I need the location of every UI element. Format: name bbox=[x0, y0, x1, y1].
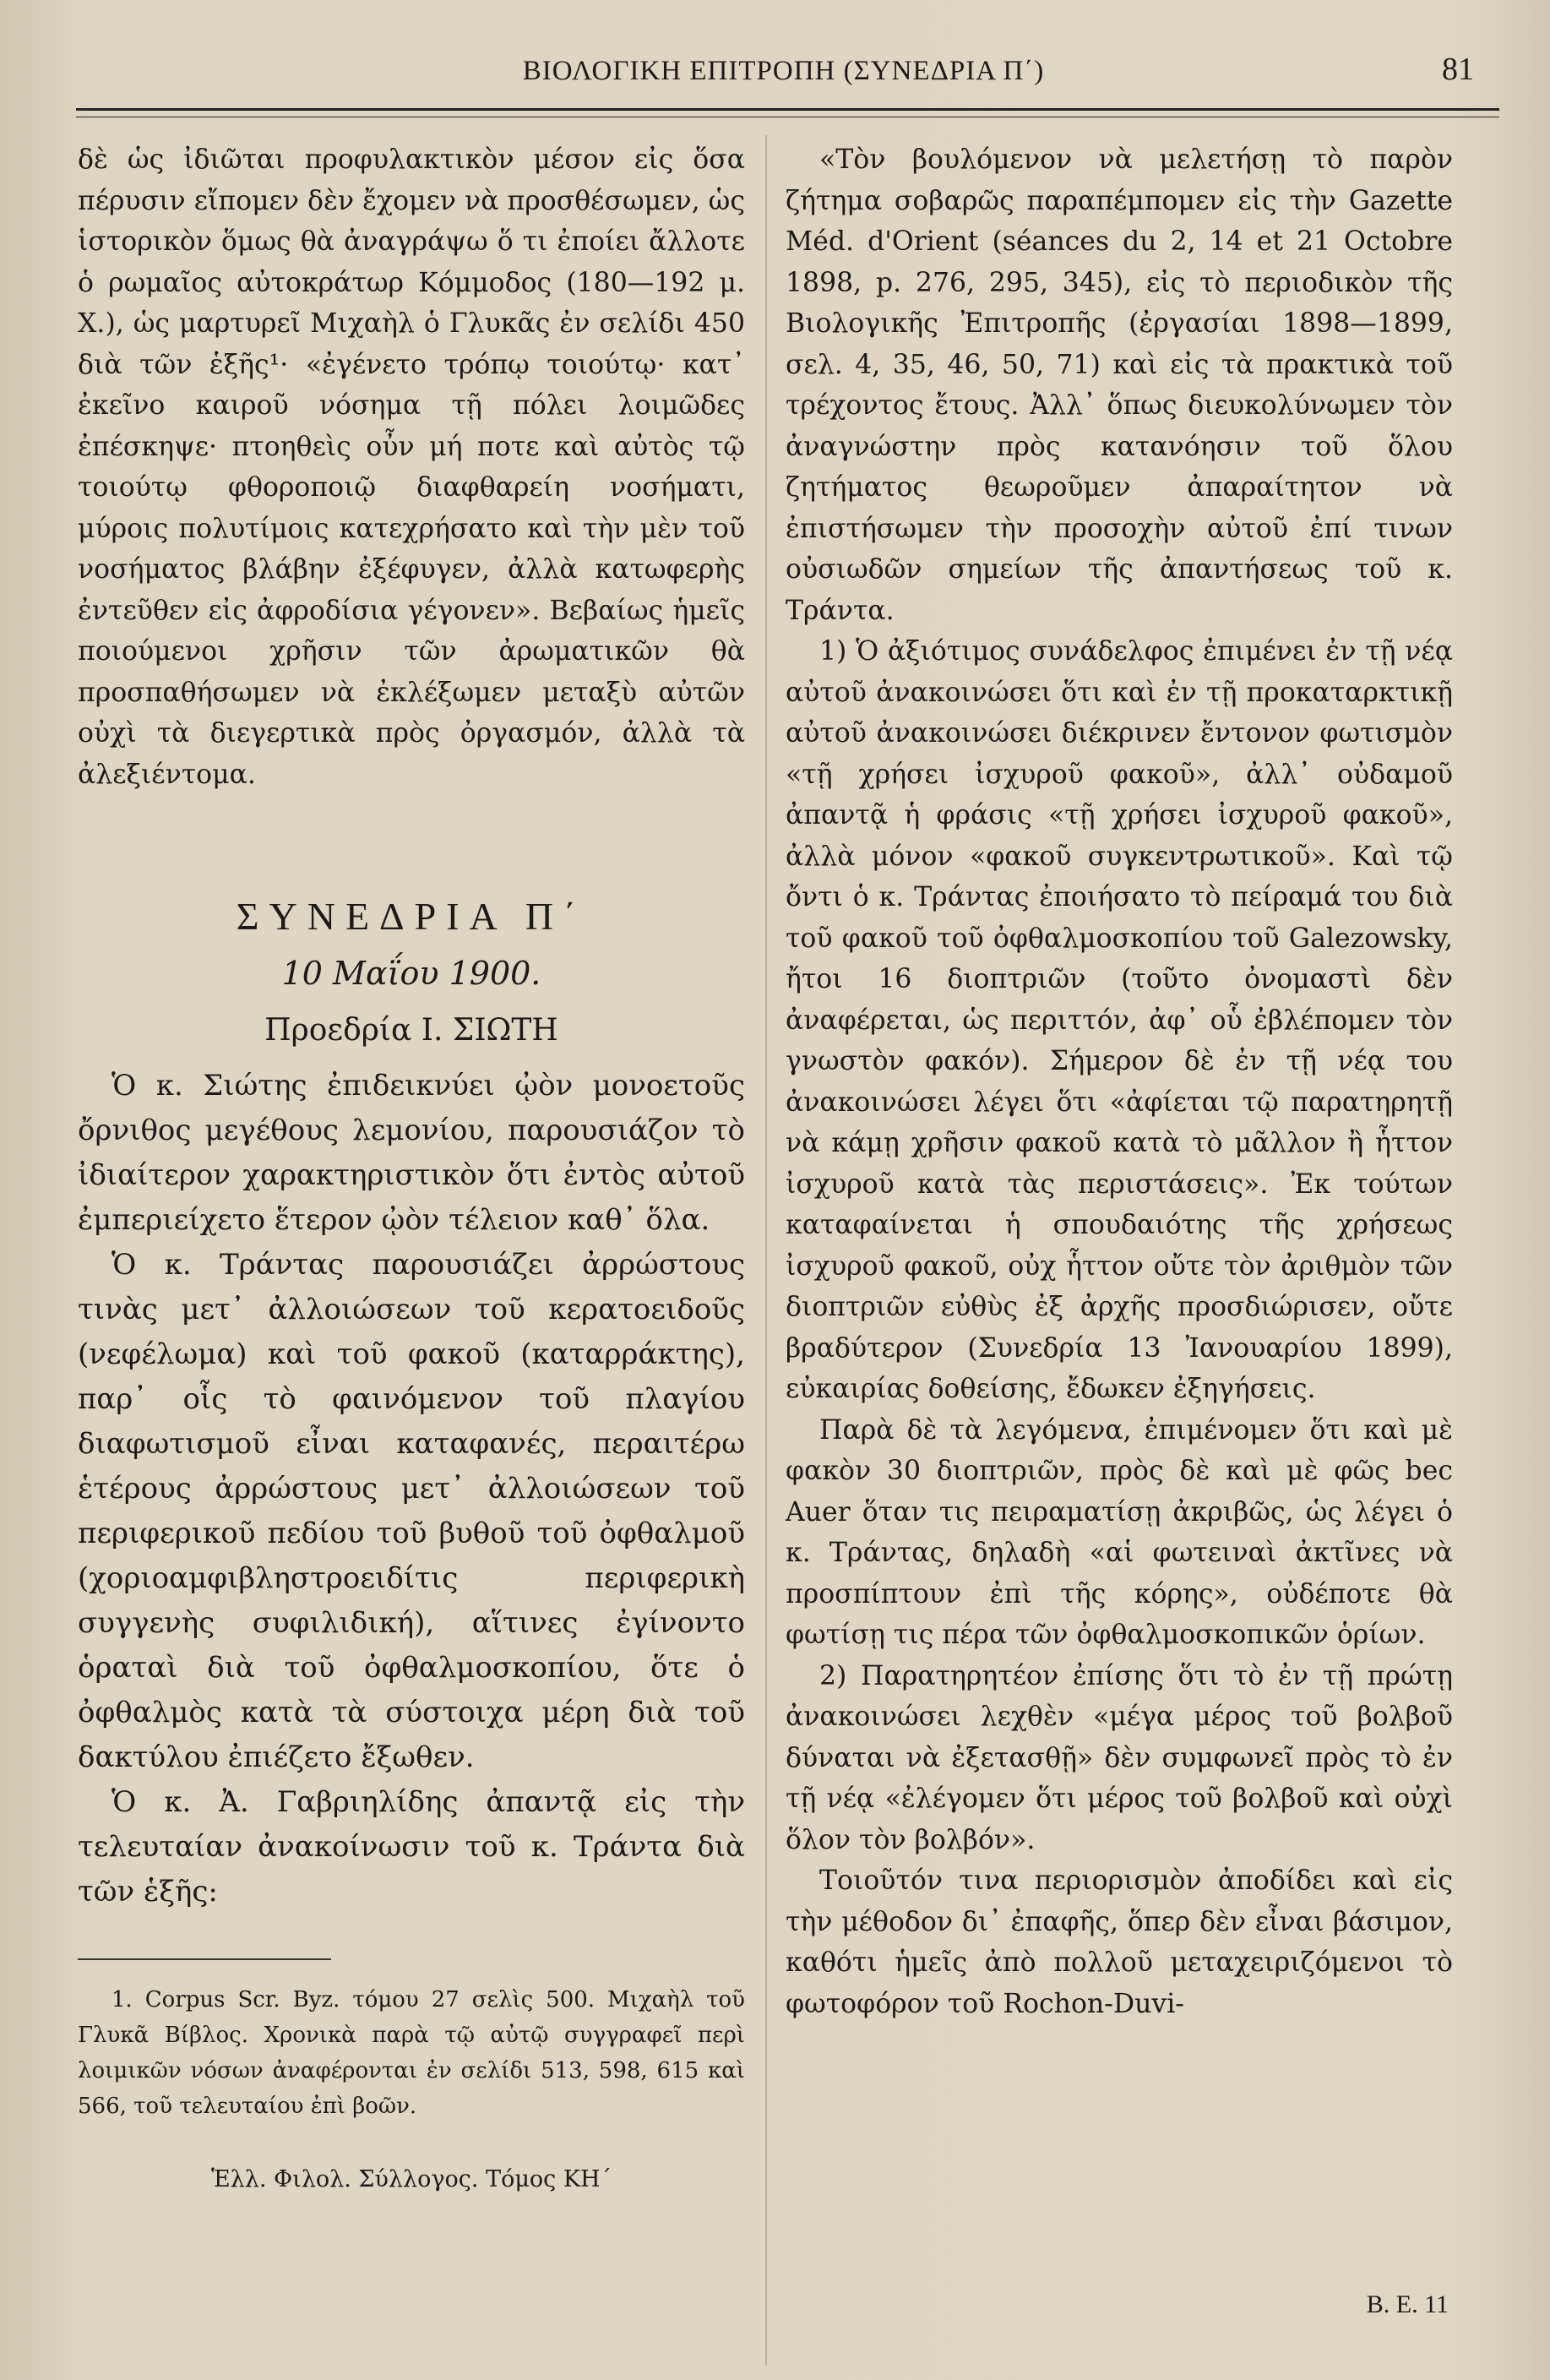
column-divider bbox=[765, 135, 767, 2366]
page-header bbox=[76, 51, 1491, 110]
paragraph-siotis: Ὁ κ. Σιώτης ἐπιδεικνύει ᾠὸν μονοετοῦς ὄρνιθος μεγέθους λεμονίου, παρουσιάζον τὸ ἰδιαίτερον χαρακτηριστικὸν ὅτι ἐντὸς αὐτοῦ ἐμπεριείχετο ἕτερον ᾠὸν τέλειον καθ᾿ ὅλα. bbox=[78, 1068, 745, 1237]
footnote-rule bbox=[78, 1958, 331, 1960]
running-title: ΒΙΟΛΟΓΙΚΗ ΕΠΙΤΡΟΠΗ (ΣΥΝΕΔΡΙΑ Π΄) bbox=[522, 56, 1045, 86]
paragraph-gavriilidis: Ὁ κ. Ἀ. Γαβριηλίδης ἀπαντᾷ εἰς τὴν τελευταίαν ἀνακοίνωσιν τοῦ κ. Τράντα διὰ τῶν ἑξῆς: bbox=[78, 1784, 745, 1909]
footnote: 1. Corpus Scr. Byz. τόμου 27 σελὶς 500. Μιχαὴλ τοῦ Γλυκᾶ Βίβλος. Χρονικὰ παρὰ τῷ αὐτῷ συγγραφεῖ περὶ λοιμικῶν νόσων ἀναφέρονται ἐν σελίδι 513, 598, 615 καὶ 566, τοῦ τελευταίου ἐπὶ βοῶν. bbox=[78, 1986, 745, 2119]
paragraph-point-1: 1) Ὁ ἀξιότιμος συνάδελφος ἐπιμένει ἐν τῇ νέᾳ αὐτοῦ ἀνακοινώσει ὅτι καὶ ἐν τῇ προκαταρκτικῇ αὐτοῦ ἀνακοινώσει διέκρινεν ἔντονον φωτισμὸν «τῇ χρήσει ἰσχυροῦ φακοῦ», ἀλλ᾿ οὐδαμοῦ ἀπαντᾷ ἡ φράσις «τῇ χρήσει ἰσχυροῦ φακοῦ», ἀλλὰ μόνον «φακοῦ συγκεντρωτικοῦ». Καὶ τῷ ὄντι ὁ κ. Τράντας ἐποιήσατο τὸ πείραμά του διὰ τοῦ φακοῦ τοῦ ὀφθαλμοσκοπίου τοῦ Galezowsky, ἤτοι 16 διοπτριῶν (τοῦτο ὀνομαστὶ δὲν ἀναφέρεται, ὡς περιττόν, ἀφ᾿ οὗ ἐβλέπομεν τὸν γνωστὸν φακόν). Σήμερον δὲ ἐν τῇ νέᾳ του ἀνακοινώσει λέγει ὅτι «ἀφίεται τῷ παρατηρητῇ νὰ κάμῃ χρῆσιν φακοῦ κατὰ τὸ μᾶλλον ἢ ἧττον ἰσχυροῦ κατὰ τὰς περιστάσεις». Ἐκ τούτων καταφαίνεται ἡ σπουδαιότης τῆς χρήσεως ἰσχυροῦ φακοῦ, οὐχ ἧττον οὔτε τὸν ἀριθμὸν τῶν διοπτριῶν εὐθὺς ἐξ ἀρχῆς προσδιώρισεν, οὔτε βραδύτερον (Συνεδρία 13 Ἰανουαρίου 1899), εὐκαιρίας δοθείσης, ἔδωκεν ἐξηγήσεις. bbox=[786, 636, 1453, 1404]
volume-signature: Ἑλλ. Φιλολ. Σύλλογος. Τόμος ΚΗ΄ bbox=[210, 2165, 612, 2192]
header-rule bbox=[76, 108, 1499, 111]
paragraph-auer: Παρὰ δὲ τὰ λεγόμενα, ἐπιμένομεν ὅτι καὶ μὲ φακὸν 30 διοπτριῶν, πρὸς δὲ καὶ μὲ φῶς bec Auer ὅταν τις πειραματίσῃ ἀκριβῶς, ὡς λέγει ὁ κ. Τράντας, δηλαδὴ «αἱ φωτειναὶ ἀκτῖνες νὰ προσπίπτουν ἐπὶ τῆς κόρης», οὐδέποτε θὰ φωτίσῃ τις πέρα τῶν ὀφθαλμοσκοπικῶν ὁρίων. bbox=[786, 1414, 1453, 1650]
session-date: 10 Μαΐου 1900. bbox=[281, 954, 541, 992]
session-chair: Προεδρία Ι. ΣΙΩΤΗ bbox=[264, 1013, 558, 1048]
paragraph-rochon: Τοιοῦτόν τινα περιορισμὸν ἀποδίδει καὶ εἰς τὴν μέθοδον δι᾿ ἐπαφῆς, ὅπερ δὲν εἶναι βάσιμον, καθότι ἡμεῖς ἀπὸ πολλοῦ μεταχειριζόμενοι τὸ φωτοφόρον τοῦ Rochon-Duvi- bbox=[786, 1865, 1453, 2019]
intro-paragraph: δὲ ὡς ἰδιῶται προφυλακτικὸν μέσον εἰς ὅσα πέρυσιν εἴπομεν δὲν ἔχομεν νὰ προσθέσωμεν, ὡς ἱστορικὸν ὅμως θὰ ἀναγράψω ὅ τι ἐποίει ἄλλοτε ὁ ρωμαῖος αὐτοκράτωρ Κόμμοδος (180—192 μ. Χ.), ὡς μαρτυρεῖ Μιχαὴλ ὁ Γλυκᾶς ἐν σελίδι 450 διὰ τῶν ἑξῆς¹· «ἐγένετο τρόπῳ τοιούτῳ· κατ᾿ ἐκεῖνο καιροῦ νόσημα τῇ πόλει λοιμῶδες ἐπέσκηψε· πτοηθεὶς οὖν μή ποτε καὶ αὐτὸς τῷ τοιούτῳ φθοροποιῷ διαφθαρείη νοσήματι, μύροις πολυτίμοις κατεχρήσατο καὶ τὴν μὲν τοῦ νοσήματος βλάβην ἐξέφυγεν, ἀλλὰ κατωφερὴς ἐντεῦθεν εἰς ἀφροδίσια γέγονεν». Βεβαίως ἡμεῖς ποιούμενοι χρῆσιν τῶν ἀρωματικῶν θὰ προσπαθήσωμεν νὰ ἐκλέξωμεν μεταξὺ αὐτῶν οὐχὶ τὰ διεγερτικὰ πρὸς ὀργασμόν, ἀλλὰ τὰ ἀλεξιέντομα. bbox=[78, 144, 745, 790]
right-column bbox=[786, 139, 1453, 2024]
page-number: 81 bbox=[1442, 52, 1474, 87]
sheet-signature: Β. Ε. 11 bbox=[1366, 2290, 1449, 2318]
paragraph-quote: «Τὸν βουλόμενον νὰ μελετήσῃ τὸ παρὸν ζήτημα σοβαρῶς παραπέμπομεν εἰς τὴν Gazette Méd. d'Orient (séances du 2, 14 et 21 Octobre 1898, p. 276, 295, 345), εἰς τὸ περιοδικὸν τῆς Βιολογικῆς Ἐπιτροπῆς (ἐργασίαι 1898—1899, σελ. 4, 35, 46, 50, 71) καὶ εἰς τὰ πρακτικὰ τοῦ τρέχοντος ἔτους. Ἀλλ᾿ ὅπως διευκολύνωμεν τὸν ἀναγνώστην πρὸς κατανόησιν τοῦ ὅλου ζητήματος θεωροῦμεν ἀπαραίτητον νὰ ἐπιστήσωμεν τὴν προσοχὴν αὐτοῦ ἐπί τινων οὐσιωδῶν σημείων τῆς ἀπαντήσεως τοῦ κ. Τράντα. bbox=[786, 144, 1453, 626]
paragraph-point-2: 2) Παρατηρητέον ἐπίσης ὅτι τὸ ἐν τῇ πρώτῃ ἀνακοινώσει λεχθὲν «μέγα μέρος τοῦ βολβοῦ δύναται νὰ ἐξετασθῇ» δὲν συμφωνεῖ πρὸς τὸ ἐν τῇ νέᾳ «ἐλέγομεν ὅτι μέρος τοῦ βολβοῦ καὶ οὐχὶ ὅλον τὸν βολβόν». bbox=[786, 1660, 1453, 1855]
session-title: ΣΥΝΕΔΡΙΑ Π΄ bbox=[236, 895, 587, 938]
left-column bbox=[78, 139, 745, 2200]
paragraph-trantas: Ὁ κ. Τράντας παρουσιάζει ἀρρώστους τινὰς μετ᾿ ἀλλοιώσεων τοῦ κερατοειδοῦς (νεφέλωμα) καὶ τοῦ φακοῦ (καταρράκτης), παρ᾿ οἷς τὸ φαινόμενον τοῦ πλαγίου διαφωτισμοῦ εἶναι καταφανές, περαιτέρω ἑτέρους ἀρρώστους μετ᾿ ἀλλοιώσεων τοῦ περιφερικοῦ πεδίου τοῦ βυθοῦ τοῦ ὀφθαλμοῦ (χοριοαμφιβληστροειδίτις περιφερικὴ συγγενὴς συφιλιδική), αἵτινες ἐγίνοντο ὁραταὶ διὰ τοῦ ὀφθαλμοσκοπίου, ὅτε ὁ ὀφθαλμὸς κατὰ τὰ σύστοιχα μέρη διὰ τοῦ δακτύλου ἐπιέζετο ἔξωθεν. bbox=[78, 1247, 745, 1774]
